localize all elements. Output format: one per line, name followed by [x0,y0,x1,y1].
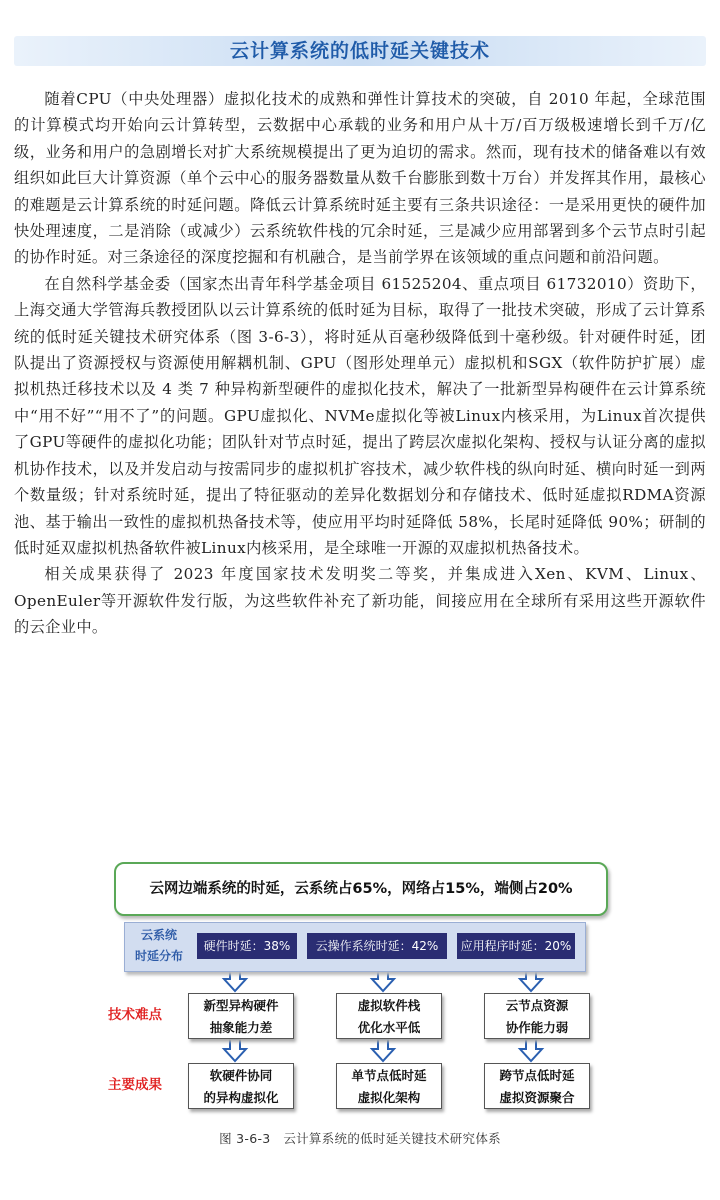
box-line: 跨节点低时延 [499,1068,575,1083]
box-line: 协作能力弱 [505,1020,569,1035]
box-line: 单节点低时延 [351,1068,427,1083]
box-line: 云节点资源 [505,998,569,1013]
arrow-down-icon [224,969,246,991]
box-line: 抽象能力差 [209,1020,273,1035]
band-label [131,925,187,969]
arrow-down-icon [520,1039,542,1061]
paragraph-1: 随着CPU（中央处理器）虚拟化技术的成熟和弹性计算技术的突破，自 2010 年起，全球范围的计算模式均开始向云计算转型，云数据中心承载的业务和用户从十万/百万级极速增长到千万/亿级，业务和用户的急剧增长对扩大系统规模提出了更为迫切的需求。然而，现有技术的储备难以有效组织如此巨大计算资源（单个云中心的服务器数量从数千台膨胀到数十万台）并发挥其作用，最核心的难题是云计算系统的时延问题。降低云计算系统时延主要有三条共识途径：一是采用更快的硬件加快处理速度，二是消除（或减少）云系统软件栈的冗余时延，三是减少应用部署到多个云节点时引起的协作时延。对三条途径的深度挖掘和有机融合，是当前学界在该领域的重点问题和前沿问题。 [14,90,706,267]
paragraph-2: 在自然科学基金委（国家杰出青年科学基金项目 61525204、重点项目 61732010）资助下，上海交通大学管海兵教授团队以云计算系统的低时延为目标，取得了一批技术突破，形成了云计算系统的低时延关键技术研究体系（图 3-6-3），将时延从百毫秒级降低到十毫秒级。针对硬件时延，团队提出了资源授权与资源使用解耦机制、GPU（图形处理单元）虚拟机和SGX（软件防护扩展）虚拟机热迁移技术以及 4 类 7 种异构新型硬件的虚拟化技术，解决了一批新型异构硬件在云计算系统中“用不好”“用不了”的问题。GPU虚拟化、NVMe虚拟化等被Linux内核采用，为Linux首次提供了GPU等硬件的虚拟化功能；团队针对节点时延，提出了跨层次虚拟化架构、授权与认证分离的虚拟机协作技术，以及并发启动与按需同步的虚拟机扩容技术，减少软件栈的纵向时延、横向时延一到两个数量级；针对系统时延，提出了特征驱动的差异化数据划分和存储技术、低时延虚拟RDMA资源池、基于输出一致性的虚拟机热备技术等，使应用平均时延降低 58%，长尾时延降低 90%；研制的低时延双虚拟机热备软件被Linux内核采用，是全球唯一开源的双虚拟机热备技术。 [14,274,706,557]
arrow-down-icon [372,969,394,991]
difficulty-box-hardware [188,993,294,1039]
arrow-down-icon [372,1039,394,1061]
figure-diagram [100,862,620,1122]
cloud-latency-distribution-band [124,922,586,972]
result-box-single-node [336,1063,442,1109]
box-line: 虚拟化架构 [357,1090,421,1105]
arrow-down-icon [520,969,542,991]
arrow-down-icon [224,1039,246,1061]
cloud-os-latency-cell: 云操作系统时延：42% [307,933,447,959]
body-text [14,86,706,641]
latency-summary-box: 云网边端系统的时延，云系统占65%，网络占15%，端侧占20% [114,862,608,916]
figure-caption: 图 3-6-3 云计算系统的低时延关键技术研究体系 [219,1131,501,1146]
band-label-line1: 云系统 [140,928,177,942]
row-label-difficulty: 技术难点 [108,1007,162,1023]
box-line: 新型异构硬件 [203,998,279,1013]
box-line: 优化水平低 [357,1020,421,1035]
difficulty-box-node-resources [484,993,590,1039]
paragraph-3: 相关成果获得了 2023 年度国家技术发明奖二等奖，并集成进入Xen、KVM、Linux、OpenEuler等开源软件发行版，为这些软件补充了新功能，间接应用在全球所有采用这些开源软件的云企业中。 [14,565,706,637]
box-line: 虚拟资源聚合 [499,1090,575,1105]
application-latency-cell: 应用程序时延：20% [457,933,575,959]
result-box-cross-node [484,1063,590,1109]
band-label-line2: 时延分布 [134,949,183,963]
row-label-results: 主要成果 [108,1077,162,1093]
box-line: 软硬件协同 [209,1068,273,1083]
section-title: 云计算系统的低时延关键技术 [229,40,490,62]
box-line: 虚拟软件栈 [357,998,421,1013]
box-line: 的异构虚拟化 [203,1090,279,1105]
result-box-heterogeneous [188,1063,294,1109]
hardware-latency-cell: 硬件时延：38% [197,933,297,959]
section-title-bar [14,36,706,66]
difficulty-box-software-stack [336,993,442,1039]
